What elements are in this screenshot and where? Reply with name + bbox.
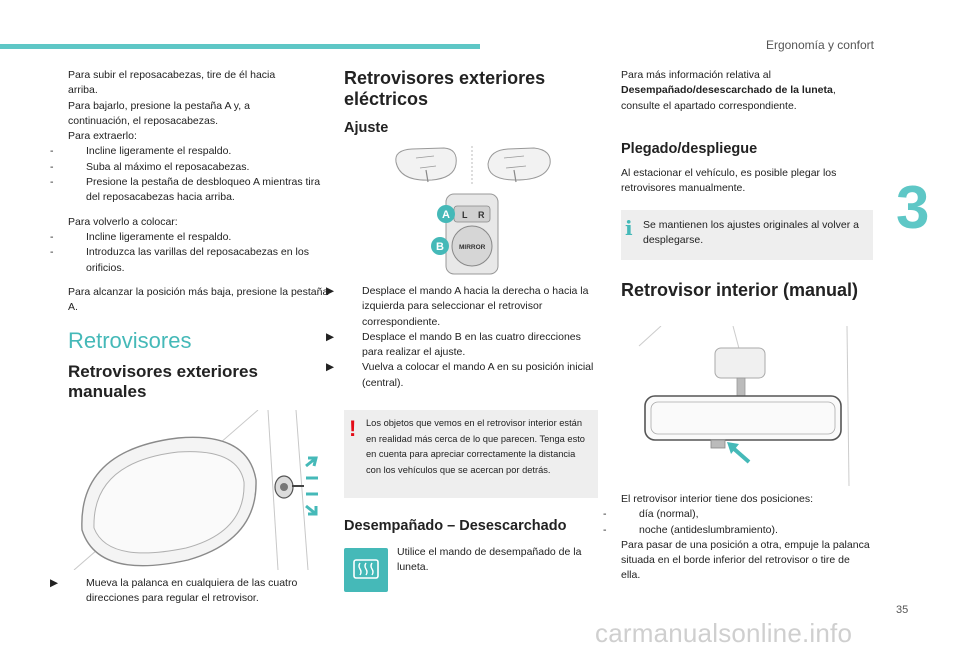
switch-position-text: Para pasar de una posición a otra, empuje la palanca situada en el borde inferior del retrovisor o tire de ella.	[621, 538, 870, 582]
more-info-text	[621, 68, 871, 114]
electric-step-3: ▶︎ Vuelva a colocar el mando A en su posición inicial (central).	[326, 361, 594, 389]
info-box	[621, 210, 873, 260]
fold-heading: Plegado/despliegue	[621, 141, 758, 157]
more-info-line-2: Desempañado/desescarchado de la luneta,	[621, 84, 836, 97]
extract-step-1: - Incline ligeramente el respaldo.	[50, 145, 232, 158]
extract-step-3: - Presione la pestaña de desbloqueo A mientras tira del reposacabezas hacia arriba.	[50, 176, 321, 204]
interior-mirror-illustration	[621, 326, 873, 486]
control-label-l: L	[462, 210, 468, 220]
electric-step-2: ▶︎ Desplace el mando B en las cuatro direcciones para realizar el ajuste.	[326, 330, 581, 359]
adjust-heading: Ajuste	[344, 120, 389, 136]
header-accent-bar	[0, 44, 480, 49]
interior-mirror-heading: Retrovisor interior (manual)	[621, 280, 859, 300]
refit-title: Para volverlo a colocar:	[68, 215, 178, 228]
headrest-instructions	[50, 68, 330, 315]
control-label-mirror: MIRROR	[459, 244, 486, 251]
manual-mirrors-heading	[68, 362, 258, 402]
rear-defrost-icon	[344, 548, 388, 592]
info-note-text: Se mantienen los ajustes originales al volver a desplegarse.	[643, 219, 859, 247]
electric-mirrors-heading-line-1: Retrovisores exteriores	[344, 68, 546, 88]
chapter-number: 3	[896, 174, 930, 241]
position-day: - día (normal),	[603, 508, 699, 521]
refit-step-2: - Introduzca las varillas del reposacabezas en los orificios.	[50, 246, 309, 274]
rear-defrost-button[interactable]	[344, 548, 388, 592]
intro-line-5: Para extraerlo:	[68, 130, 137, 143]
fold-text: Al estacionar el vehículo, es posible plegar los retrovisores manualmente.	[621, 167, 837, 195]
intro-line-2: arriba.	[68, 84, 98, 97]
more-info-line-3: consulte el apartado correspondiente.	[621, 99, 797, 112]
electric-step-1: ▶︎ Desplace el mando A hacia la derecha o hacia la izquierda para seleccionar el retrovisor correspondiente.	[326, 285, 589, 328]
more-info-line-1: Para más información relativa al	[621, 69, 771, 81]
section-heading-retrovisores: Retrovisores	[68, 328, 192, 353]
manual-mirror-illustration	[68, 410, 328, 570]
position-night: - noche (antideslumbramiento).	[603, 523, 778, 536]
info-icon: i	[625, 216, 633, 240]
extract-step-2: - Suba al máximo el reposacabezas.	[50, 160, 250, 173]
warning-box	[344, 410, 598, 498]
watermark-text: carmanualsonline.info	[595, 618, 853, 648]
warning-icon: !	[349, 416, 357, 441]
more-info-bold: Desempañado/desescarchado de la luneta	[621, 84, 833, 97]
control-label-b: B	[436, 241, 444, 253]
intro-line-4: continuación, el reposacabezas.	[68, 114, 219, 127]
electric-mirrors-heading	[344, 68, 545, 110]
lowest-position-text: Para alcanzar la posición más baja, presione la pestaña A.	[68, 285, 329, 314]
manual-mirror-step: ▶︎ Mueva la palanca en cualquiera de las cuatro direcciones para regular el retrovisor.	[50, 577, 298, 605]
intro-line-3: Para bajarlo, presione la pestaña A y, a	[68, 99, 250, 112]
electric-mirrors-heading-line-2: eléctricos	[344, 89, 429, 109]
defrost-heading: Desempañado – Desescarchado	[344, 518, 567, 534]
page-number: 35	[896, 604, 909, 616]
electric-mirror-control-illustration	[384, 142, 564, 278]
manual-mirrors-heading-line-2: manuales	[68, 382, 147, 401]
warning-text: Los objetos que vemos en el retrovisor interior están en realidad más cerca de lo que parecen. Tenga esto en cuenta para apreciar correctamente la distancia con los vehículos que se acercan por detrás.	[366, 418, 585, 475]
header-section-title: Ergonomía y confort	[765, 38, 874, 52]
refit-step-1: - Incline ligeramente el respaldo.	[50, 230, 232, 243]
intro-line-1: Para subir el reposacabezas, tire de él hacia	[68, 69, 276, 81]
electric-adjust-steps	[326, 284, 600, 391]
control-label-r: R	[478, 210, 485, 220]
interior-positions-intro: El retrovisor interior tiene dos posiciones:	[621, 493, 814, 505]
interior-mirror-text	[603, 492, 871, 584]
defrost-text: Utilice el mando de desempañado de la luneta.	[397, 546, 582, 574]
manual-mirrors-heading-line-1: Retrovisores exteriores	[68, 362, 258, 381]
control-label-a: A	[442, 209, 450, 221]
